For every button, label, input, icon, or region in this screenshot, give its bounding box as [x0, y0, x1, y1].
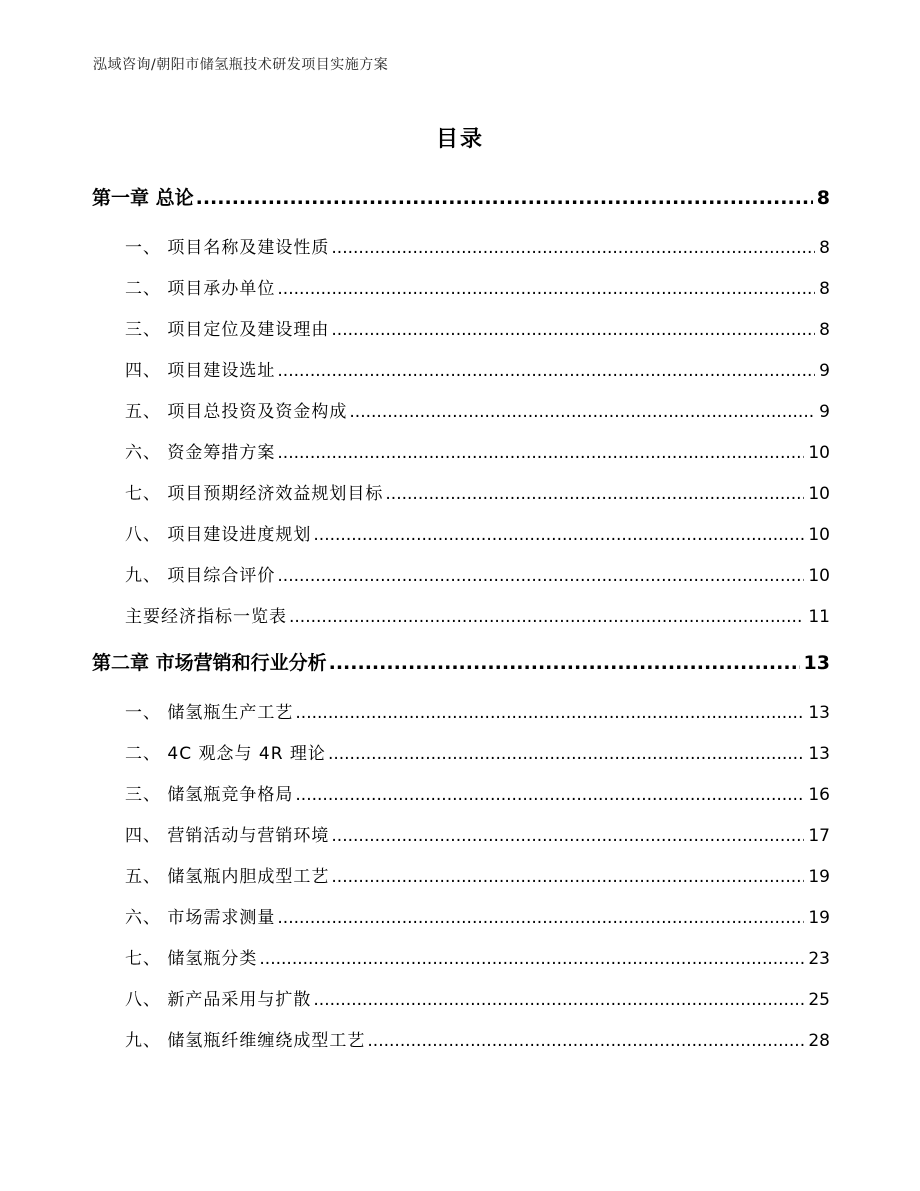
toc-entry[interactable] [92, 1021, 830, 1062]
dot-leader [289, 597, 804, 638]
dot-leader [277, 898, 804, 939]
toc-page-number: 10 [808, 484, 830, 504]
toc-page-number: 8 [819, 320, 830, 340]
toc-page-number: 8 [819, 238, 830, 258]
toc-entry-label: 二、 4C 观念与 4R 理论 [125, 744, 326, 764]
toc-entry-label: 一、 项目名称及建设性质 [125, 238, 330, 258]
toc-title: 目录 [435, 127, 484, 152]
toc-entry-label: 九、 储氢瓶纤维缠绕成型工艺 [125, 1031, 366, 1051]
dot-leader [349, 392, 815, 433]
toc-page-number: 23 [808, 949, 830, 969]
toc-page-number: 13 [808, 703, 830, 723]
toc-page-number: 28 [808, 1031, 830, 1051]
dot-leader [313, 980, 804, 1021]
toc-entry-label: 九、 项目综合评价 [125, 566, 276, 586]
toc-page-number: 8 [819, 279, 830, 299]
toc-entry-label: 五、 储氢瓶内胆成型工艺 [125, 867, 330, 887]
toc-entry[interactable] [92, 433, 830, 474]
toc-page-number: 10 [808, 566, 830, 586]
dot-leader [196, 178, 813, 218]
dot-leader [328, 734, 804, 775]
toc-entry-label: 四、 营销活动与营销环境 [125, 826, 330, 846]
toc-entry[interactable] [92, 474, 830, 515]
dot-leader [367, 1021, 804, 1062]
toc-page-number: 13 [803, 652, 830, 674]
dot-leader [331, 816, 804, 857]
toc-entry[interactable] [92, 857, 830, 898]
toc-page-number: 10 [808, 443, 830, 463]
toc-page-number: 16 [808, 785, 830, 805]
toc-page-number: 17 [808, 826, 830, 846]
toc-entry[interactable] [92, 693, 830, 734]
toc-entry[interactable] [92, 228, 830, 269]
dot-leader [259, 939, 804, 980]
toc-entry[interactable] [92, 597, 830, 638]
toc-entry[interactable] [92, 269, 830, 310]
toc-entry[interactable] [92, 980, 830, 1021]
toc-page-number: 9 [819, 361, 830, 381]
toc-entry-label: 二、 项目承办单位 [125, 279, 276, 299]
dot-leader [295, 693, 804, 734]
toc-entry-label: 一、 储氢瓶生产工艺 [125, 703, 294, 723]
dot-leader [277, 351, 815, 392]
dot-leader [277, 556, 804, 597]
toc-entry[interactable] [92, 310, 830, 351]
dot-leader [331, 310, 815, 351]
dot-leader [329, 643, 800, 683]
toc-page-number: 9 [819, 402, 830, 422]
toc-entry-label: 三、 项目定位及建设理由 [125, 320, 330, 340]
toc-page-number: 8 [816, 187, 830, 209]
toc-entry[interactable] [92, 939, 830, 980]
toc-entry-label: 四、 项目建设选址 [125, 361, 276, 381]
toc-entry-label: 五、 项目总投资及资金构成 [125, 402, 348, 422]
toc-chapter-label: 第二章 市场营销和行业分析 [92, 652, 327, 674]
toc-entry[interactable] [92, 734, 830, 775]
dot-leader [331, 857, 804, 898]
toc-entry-label: 七、 储氢瓶分类 [125, 949, 258, 969]
page-header: 泓域咨询/朝阳市储氢瓶技术研发项目实施方案 [93, 57, 389, 73]
toc-entry[interactable] [92, 898, 830, 939]
dot-leader [295, 775, 804, 816]
toc-entry-label: 八、 项目建设进度规划 [125, 525, 312, 545]
toc-entry[interactable] [92, 556, 830, 597]
toc-entry-label: 主要经济指标一览表 [125, 607, 287, 627]
toc-chapter-2[interactable] [92, 643, 830, 683]
toc-entry[interactable] [92, 816, 830, 857]
toc-chapter-1[interactable] [92, 178, 830, 218]
toc-entry-label: 八、 新产品采用与扩散 [125, 990, 312, 1010]
toc-page-number: 19 [808, 867, 830, 887]
toc-page-number: 19 [808, 908, 830, 928]
table-of-contents [92, 178, 830, 1062]
toc-entry[interactable] [92, 351, 830, 392]
toc-entry-label: 六、 市场需求测量 [125, 908, 276, 928]
dot-leader [277, 433, 804, 474]
toc-page-number: 10 [808, 525, 830, 545]
dot-leader [277, 269, 815, 310]
toc-entry[interactable] [92, 775, 830, 816]
toc-chapter-label: 第一章 总论 [92, 187, 194, 209]
dot-leader [313, 515, 804, 556]
toc-entry[interactable] [92, 515, 830, 556]
toc-page-number: 13 [808, 744, 830, 764]
toc-entry-label: 七、 项目预期经济效益规划目标 [125, 484, 384, 504]
toc-entry[interactable] [92, 392, 830, 433]
toc-page-number: 11 [808, 607, 830, 627]
dot-leader [331, 228, 815, 269]
toc-entry-label: 六、 资金筹措方案 [125, 443, 276, 463]
toc-entry-label: 三、 储氢瓶竞争格局 [125, 785, 294, 805]
dot-leader [385, 474, 804, 515]
toc-page-number: 25 [808, 990, 830, 1010]
